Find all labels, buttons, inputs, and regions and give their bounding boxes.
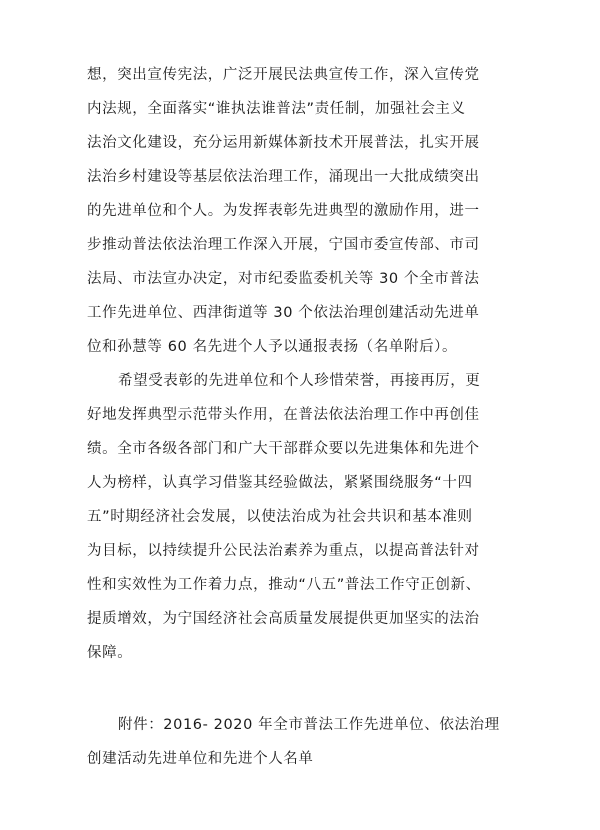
- paragraph-2-line: 提质增效，为宁国经济社会高质量发展提供更加坚实的法治: [87, 611, 480, 627]
- paragraph-2-line: 保障。: [87, 645, 133, 661]
- paragraph-2-line: 为目标，以持续提升公民法治素养为重点，以提高普法针对: [87, 543, 480, 559]
- paragraph-1-line: 想，突出宣传宪法，广泛开展民法典宣传工作，深入宣传党: [87, 67, 480, 83]
- paragraph-1-line: 工作先进单位、西津街道等 30 个依法治理创建活动先进单: [87, 305, 480, 321]
- paragraph-2-line: 五”时期经济社会发展，以使法治成为社会共识和基本准则: [87, 509, 473, 525]
- paragraph-2-line: 好地发挥典型示范带头作用，在普法依法治理工作中再创佳: [87, 407, 480, 423]
- paragraph-1-line: 法治乡村建设等基层依法治理工作，涌现出一大批成绩突出: [87, 169, 480, 185]
- paragraph-1-line: 法治文化建设，充分运用新媒体新技术开展普法，扎实开展: [87, 135, 480, 151]
- paragraph-1-line: 位和孙慧等 60 名先进个人予以通报表扬（名单附后）。: [87, 339, 458, 355]
- paragraph-1-line: 步推动普法依法治理工作深入开展，宁国市委宣传部、市司: [87, 237, 480, 253]
- paragraph-1-line: 的先进单位和个人。为发挥表彰先进典型的激励作用，进一: [87, 203, 480, 219]
- paragraph-1-line: 法局、市法宣办决定，对市纪委监委机关等 30 个全市普法: [87, 271, 480, 287]
- paragraph-2-line: 绩。全市各级各部门和广大干部群众要以先进集体和先进个: [87, 441, 480, 457]
- attachment-line: 附件：2016- 2020 年全市普法工作先进单位、依法治理: [118, 717, 500, 733]
- paragraph-1-line: 内法规，全面落实“谁执法谁普法”责任制，加强社会主义: [87, 101, 466, 117]
- paragraph-2-line: 性和实效性为工作着力点，推动“八五”普法工作守正创新、: [87, 577, 481, 593]
- paragraph-2-line: 希望受表彰的先进单位和个人珍惜荣誉，再接再厉，更: [118, 373, 481, 389]
- paragraph-2-line: 人为榜样，认真学习借鉴其经验做法，紧紧围绕服务“十四: [87, 475, 473, 491]
- attachment-line: 创建活动先进单位和先进个人名单: [87, 751, 314, 767]
